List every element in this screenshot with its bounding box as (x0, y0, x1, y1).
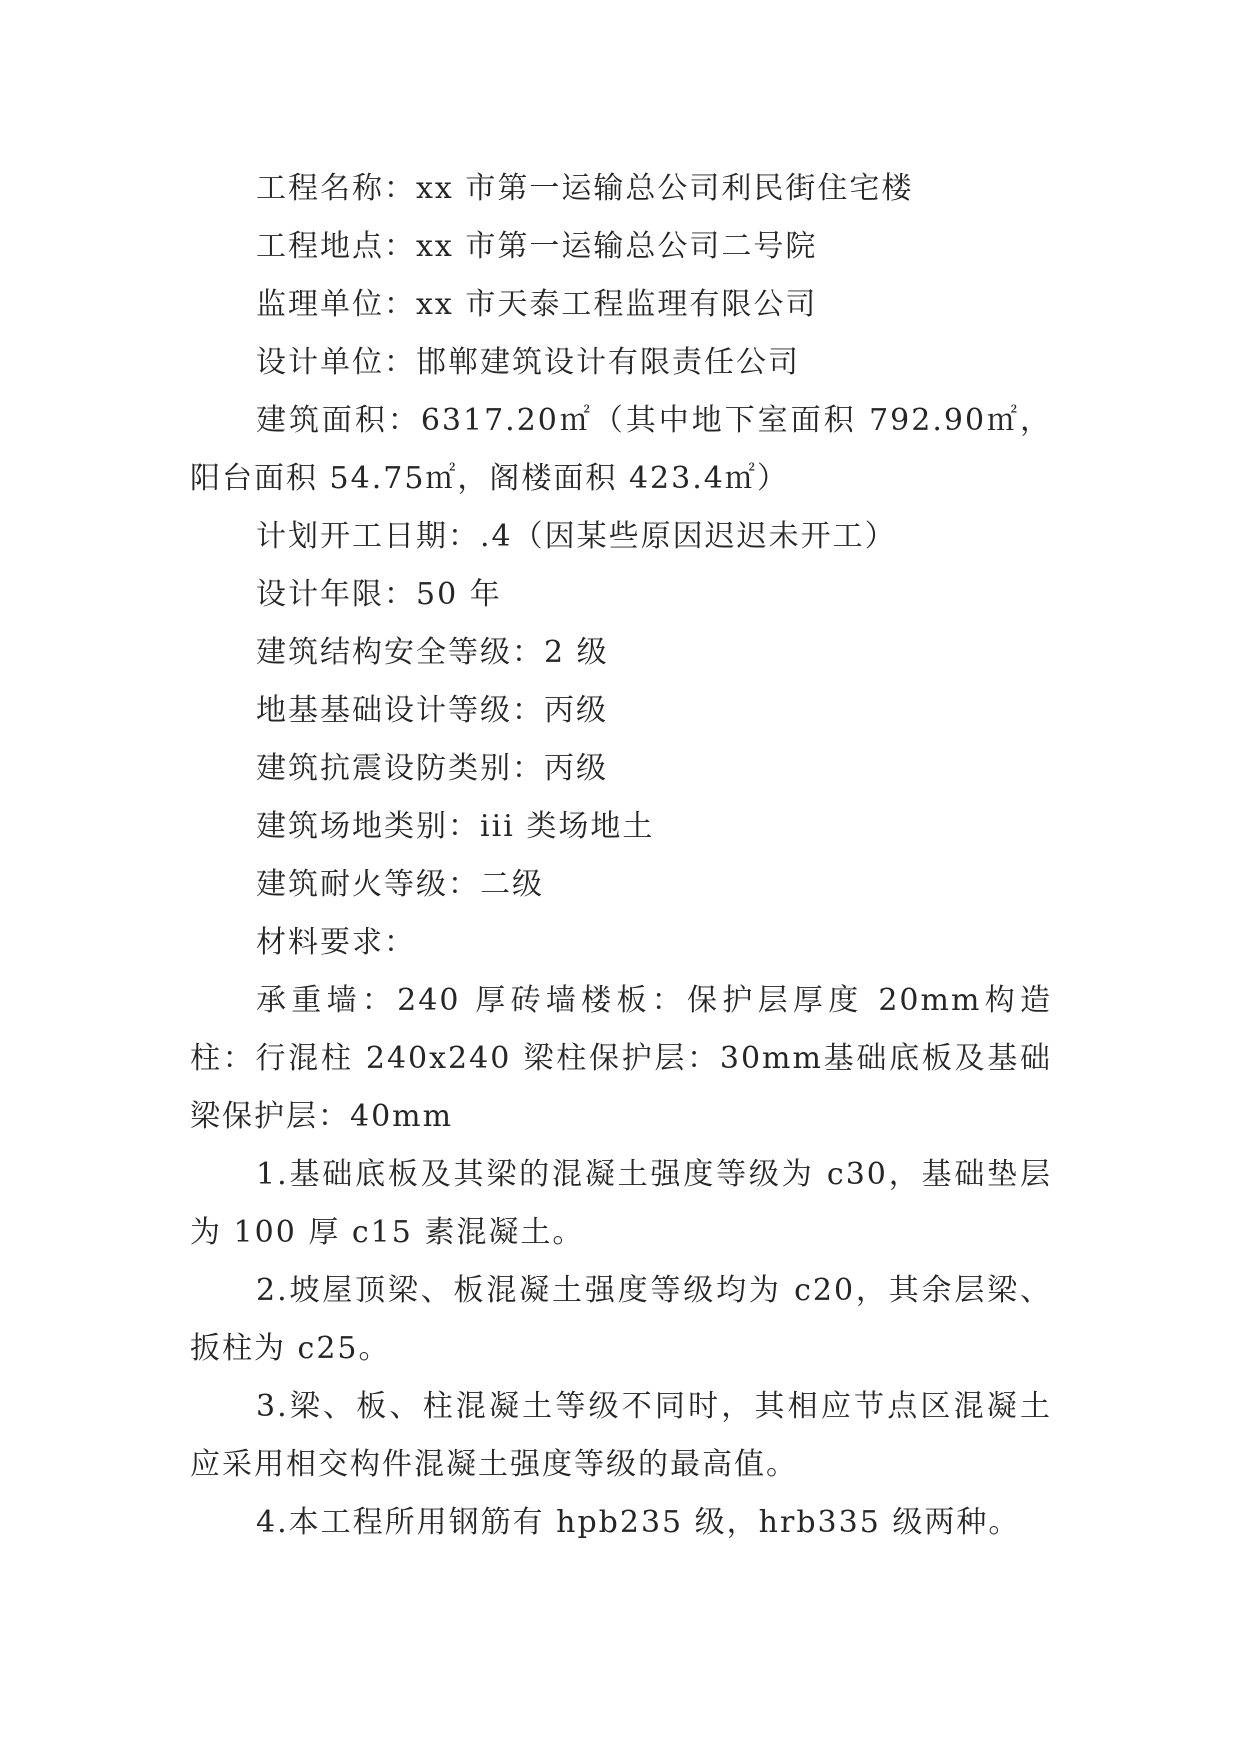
paragraph-project-location: 工程地点：xx 市第一运输总公司二号院 (256, 229, 818, 264)
paragraph-load-bearing-wall: 承重墙：240 厚砖墙楼板：保护层厚度 20mm构造柱：行混柱 240x240 梁柱保护层：30mm基础底板及基础梁保护层：40mm (190, 983, 1052, 1134)
document-body (190, 160, 1052, 1552)
paragraph-design-unit: 设计单位：邯郸建筑设计有限责任公司 (256, 345, 800, 380)
paragraph-building-area: 建筑面积：6317.20㎡（其中地下室面积 792.90㎡，阳台面积 54.75㎡，阁楼面积 423.4㎡） (190, 403, 1052, 496)
paragraph-requirement-4: 4.本工程所用钢筋有 hpb235 级，hrb335 级两种。 (256, 1505, 1021, 1540)
paragraph-project-name: 工程名称：xx 市第一运输总公司利民街住宅楼 (256, 171, 914, 206)
paragraph-requirement-1: 1.基础底板及其梁的混凝土强度等级为 c30，基础垫层为 100 厚 c15 素混凝土。 (190, 1157, 1052, 1250)
paragraph-foundation-design-grade: 地基基础设计等级：丙级 (256, 693, 608, 728)
paragraph-supervision-unit: 监理单位：xx 市天泰工程监理有限公司 (256, 287, 818, 322)
paragraph-fire-resistance-grade: 建筑耐火等级：二级 (256, 867, 544, 902)
paragraph-design-life: 设计年限：50 年 (256, 577, 502, 612)
paragraph-requirement-3: 3.梁、板、柱混凝土等级不同时，其相应节点区混凝土应采用相交构件混凝土强度等级的最高值。 (190, 1389, 1052, 1482)
paragraph-seismic-category: 建筑抗震设防类别：丙级 (256, 751, 608, 786)
paragraph-material-requirements-heading: 材料要求： (256, 925, 416, 960)
paragraph-requirement-2: 2.坡屋顶梁、板混凝土强度等级均为 c20，其余层梁、扳柱为 c25。 (190, 1273, 1052, 1366)
paragraph-site-category: 建筑场地类别：iii 类场地土 (256, 809, 655, 844)
paragraph-planned-start-date: 计划开工日期：.4（因某些原因迟迟未开工） (256, 519, 897, 554)
paragraph-structural-safety-grade: 建筑结构安全等级：2 级 (256, 635, 609, 670)
